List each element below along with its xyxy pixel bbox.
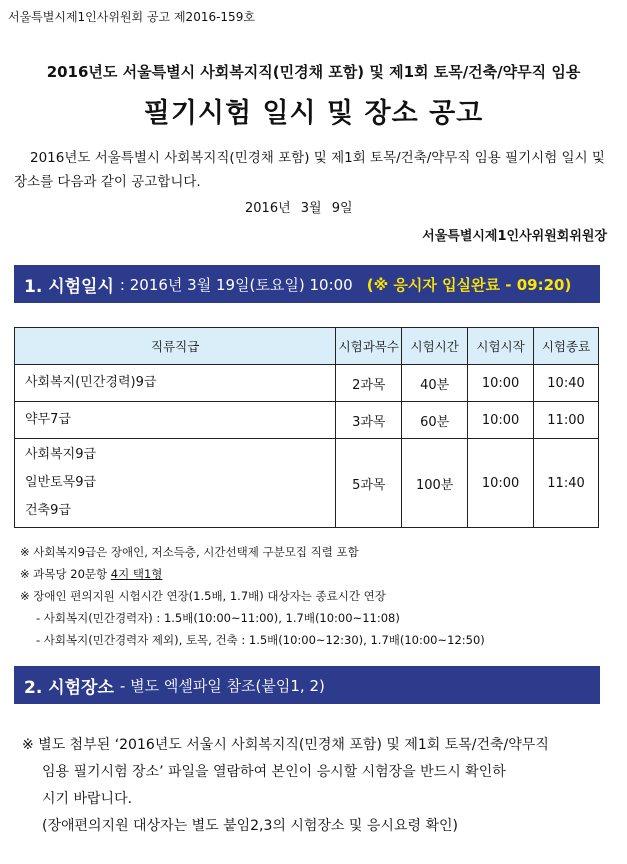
note-text: ※ 과목당 20문항 [20, 567, 111, 581]
subjects-cell: 5과목 [336, 439, 402, 528]
subjects-cell: 2과목 [336, 365, 402, 402]
duration-cell: 40분 [402, 365, 468, 402]
exam-schedule-table [14, 327, 599, 528]
section-exam-location [14, 666, 600, 704]
section-exam-datetime [14, 265, 600, 303]
start-cell: 10:00 [468, 402, 534, 439]
location-notes [22, 732, 549, 840]
note-line: - 사회복지(민간경력자 제외), 토목, 건축 : 1.5배(10:00~12:30), 1.7배(10:00~12:50) [36, 633, 485, 647]
duration-cell: 60분 [402, 402, 468, 439]
position-name: 사회복지9급 [25, 447, 97, 462]
position-name: 약무7급 [25, 412, 71, 427]
note-line [20, 563, 485, 585]
section-title: 2. 시험장소 [24, 677, 114, 698]
end-cell: 11:40 [534, 439, 599, 528]
location-note-line: (장애편의지원 대상자는 별도 붙임2,3의 시험장소 및 응시요령 확인) [42, 818, 458, 834]
schedule-notes [20, 541, 485, 651]
subjects-cell: 3과목 [336, 402, 402, 439]
table-row [15, 439, 599, 528]
note-line: - 사회복지(민간경력자) : 1.5배(10:00~11:00), 1.7배(10:00~11:08) [36, 611, 400, 625]
start-cell: 10:00 [468, 365, 534, 402]
note-underlined: 4지 택1형 [110, 567, 163, 581]
position-name: 건축9급 [25, 503, 71, 518]
position-cell [15, 402, 336, 439]
intro-paragraph: 2016년도 서울특별시 사회복지직(민경채 포함) 및 제1회 토목/건축/약무직 임용 필기시험 일시 및 장소를 다음과 같이 공고합니다. [14, 150, 605, 190]
entry-deadline-highlight: (※ 응시자 입실완료 - 09:20) [366, 275, 572, 294]
start-cell: 10:00 [468, 439, 534, 528]
document-title: 필기시험 일시 및 장소 공고 [143, 98, 484, 129]
table-row [15, 365, 599, 402]
location-note-line: ※ 별도 첨부된 ‘2016년도 서울시 사회복지직(민경채 포함) 및 제1회 토목/건축/약무직 [22, 737, 549, 753]
location-note-line: 시기 바랍니다. [42, 791, 133, 807]
issuer-name: 서울특별시제1인사위원회위원장 [422, 229, 607, 244]
exam-location-text: - 별도 엑셀파일 참조(붙임1, 2) [119, 676, 325, 695]
notice-date: 2016년 3월 9일 [245, 201, 353, 216]
table-row [15, 402, 599, 439]
table-header: 시험과목수 [336, 328, 402, 365]
duration-cell: 100분 [402, 439, 468, 528]
position-cell [15, 439, 336, 528]
table-header: 시험시작 [468, 328, 534, 365]
position-name: 사회복지(민간경력)9급 [25, 375, 157, 390]
notice-number: 서울특별시제1인사위원회 공고 제2016-159호 [8, 10, 255, 24]
end-cell: 10:40 [534, 365, 599, 402]
section-title: 1. 시험일시 [24, 276, 114, 297]
table-header: 직류직급 [15, 328, 336, 365]
end-cell: 11:00 [534, 402, 599, 439]
document-subtitle: 2016년도 서울특별시 사회복지직(민경채 포함) 및 제1회 토목/건축/약무직 임용 [46, 63, 581, 81]
exam-datetime-text: : 2016년 3월 19일(토요일) 10:00 [119, 275, 353, 294]
note-line: ※ 사회복지9급은 장애인, 저소득층, 시간선택제 구분모집 직렬 포함 [20, 545, 359, 559]
table-header: 시험시간 [402, 328, 468, 365]
location-note-line: 임용 필기시험 장소’ 파일을 열람하여 본인이 응시할 시험장을 반드시 확인하 [42, 764, 506, 780]
table-header: 시험종료 [534, 328, 599, 365]
position-name: 일반토목9급 [25, 475, 97, 490]
position-cell [15, 365, 336, 402]
table-header-row [15, 328, 599, 365]
note-line: ※ 장애인 편의지원 시험시간 연장(1.5배, 1.7배) 대상자는 종료시간 연장 [20, 589, 386, 603]
